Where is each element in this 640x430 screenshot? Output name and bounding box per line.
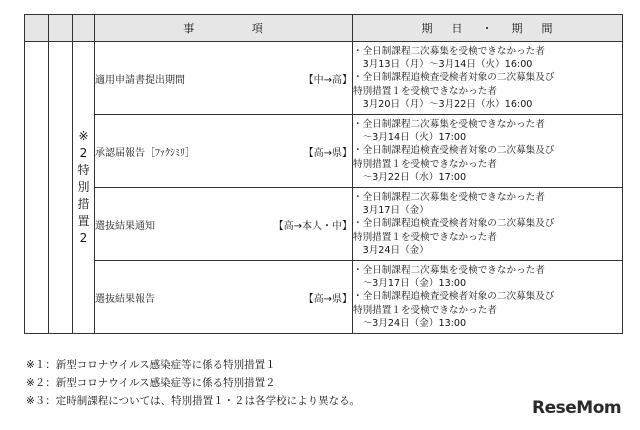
period-cell [353,115,623,188]
item-route: 【高→県】 [303,293,352,305]
header-period [353,15,623,42]
period-line: ・全日制課程追検査受検者対象の二次募集及び [353,145,555,157]
item-name: 選抜結果報告 [95,293,155,305]
side-label-char: 置 [77,214,90,228]
item-name: 適用申請書提出期間 [95,74,185,86]
item-name: 選抜結果通知 [95,220,155,232]
blank-column-2 [49,42,73,334]
period-line: ～3月14日（火）17:00 [353,132,467,144]
table-row [25,261,623,334]
period-cell [353,42,623,115]
period-line: 3月24日（金） [353,244,429,256]
header-blank-1 [25,15,49,42]
header-blank-3 [73,15,95,42]
table-row [25,115,623,188]
period-line: ・全日制課程追検査受検者対象の二次募集及び [353,218,555,230]
footnotes [26,356,360,410]
side-label-char: 別 [77,180,90,194]
period-line: 特別措置１を受検できなかった者 [353,85,497,97]
period-line: 3月13日（月）～3月14日（火）16:00 [353,59,533,71]
header-period-char: 期 [421,22,434,35]
item-name: 承認届報告［ﾌｧｸｼﾐﾘ］ [95,147,195,159]
item-cell [95,42,353,115]
period-line: ・全日制課程二次募集を受検できなかった者 [353,191,545,203]
header-blank-2 [49,15,73,42]
period-line: ～3月17日（金）13:00 [353,278,467,290]
side-label-char: 措 [77,197,90,211]
resemom-logo [532,398,621,418]
period-line: 特別措置１を受検できなかった者 [353,304,497,316]
schedule-table [24,14,623,334]
period-line: ・全日制課程二次募集を受検できなかった者 [353,45,545,57]
item-cell [95,261,353,334]
header-item-char: 項 [251,22,264,35]
table-row [25,188,623,261]
special-measure-label [73,42,95,334]
header-period-char: 間 [541,22,554,35]
period-line: ・全日制課程追検査受検者対象の二次募集及び [353,291,555,303]
period-line: 3月17日（金） [353,205,429,217]
period-line: ～3月22日（水）17:00 [353,171,467,183]
period-line: 特別措置１を受検できなかった者 [353,231,497,243]
item-route: 【中→高】 [303,74,352,86]
header-period-char: 期 [511,22,524,35]
table-header-row [25,15,623,42]
period-cell [353,188,623,261]
item-route: 【高→本人・中】 [273,220,352,232]
side-label-char: 特 [77,163,90,177]
footnote: ※３：定時制課程については、特別措置１・２は各学校により異なる。 [26,395,361,407]
blank-column-1 [25,42,49,334]
header-item [95,15,353,42]
period-line: 特別措置１を受検できなかった者 [353,158,497,170]
period-line: ～3月24日（金）13:00 [353,317,467,329]
side-label-char: 2 [79,146,88,160]
header-period-char: ・ [481,22,494,35]
header-item-char: 事 [183,22,196,35]
logo-text-rese: Rese [532,398,577,418]
item-cell [95,115,353,188]
side-label-char: 2 [79,231,88,245]
item-route: 【高→県】 [303,147,352,159]
footnote: ※２：新型コロナウイルス感染症等に係る特別措置２ [26,377,276,389]
item-cell [95,188,353,261]
side-label-char: ※ [78,129,89,143]
header-period-char: 日 [451,22,464,35]
footnote: ※１：新型コロナウイルス感染症等に係る特別措置１ [26,359,276,371]
logo-text-mom: Mom [576,398,622,418]
period-line: 3月20日（月）～3月22日（水）16:00 [353,98,533,110]
period-line: ・全日制課程二次募集を受検できなかった者 [353,118,545,130]
period-line: ・全日制課程二次募集を受検できなかった者 [353,264,545,276]
table-row [25,42,623,115]
period-line: ・全日制課程追検査受検者対象の二次募集及び [353,72,555,84]
period-cell [353,261,623,334]
